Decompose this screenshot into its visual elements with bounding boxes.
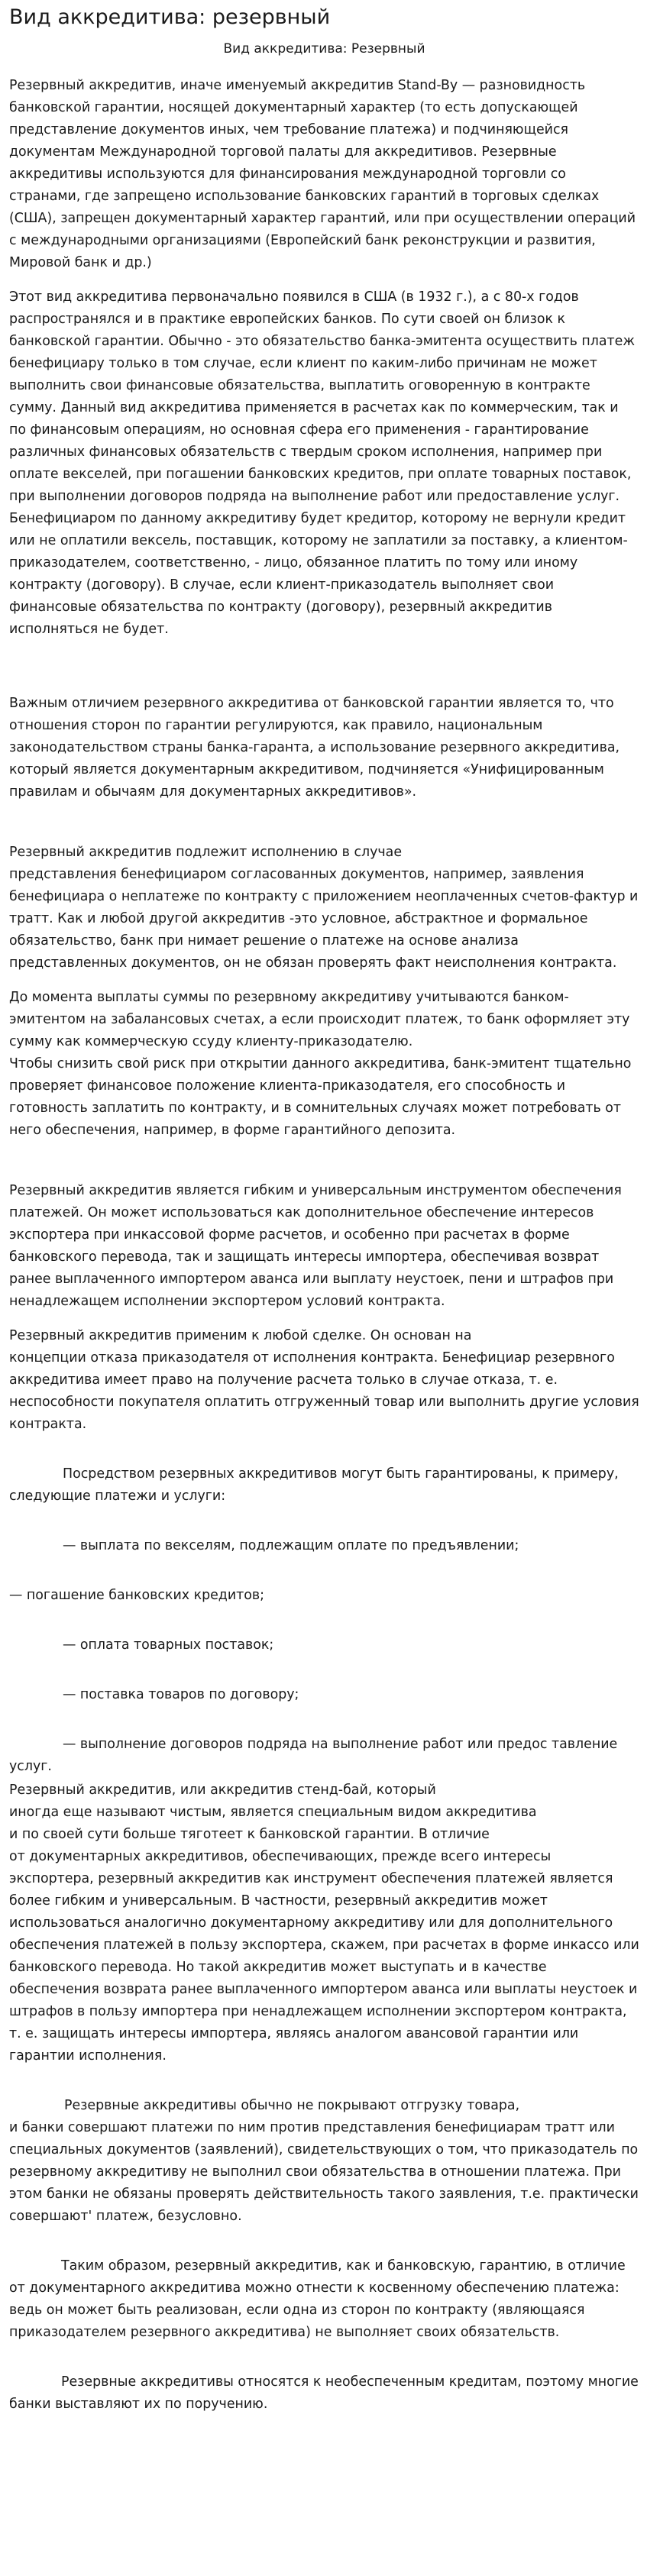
page-title: Вид аккредитива: резервный: [9, 5, 331, 29]
image-caption: Вид аккредитива: Резервный: [223, 41, 425, 57]
paragraph-execution: Резервный аккредитив подлежит исполнению в случае представления бенефициаром согласованных документов, например, заявления бенефициара о неплатеже по контракту с приложением неоплаченных счетов-фактур и тратт. Как и любой другой аккредитив -это условное, абстрактное и формальное обязательство, банк при нимает решение о платеже на основе анализа представленных документов, он не обязан проверять факт неисполнения контракта.: [9, 845, 639, 971]
paragraph-coverage: Резервные аккредитивы обычно не покрывают отгрузку товара, и банки совершают платежи по ним против представления бенефициарам тратт или специальных документов (заявлений), свидетельствующих о том, что приказодатель по резервному аккредитиву не выполнил свои обязательства в отношении платежа. При этом банки не обязаны проверять действительность такого заявления, т.е. практически совершают' платеж, безусловно.: [9, 2098, 639, 2224]
list-item: — погашение банковских кредитов;: [9, 1588, 265, 1603]
paragraph-difference: Важным отличием резервного аккредитива от банковской гарантии является то, что отношения сторон по гарантии регулируются, как правило, национальным законодательством страны банка-гаранта, а использование резервного аккредитива, который является документарным аккредитивом, подчиняется «Унифицированным правилам и обычаям для документарных аккредитивов».: [9, 696, 620, 800]
list-item: — оплата товарных поставок;: [63, 1637, 274, 1653]
paragraph-history: Этот вид аккредитива первоначально появился в США (в 1932 г.), а с 80-х годов распространялся и в практике европейских банков. По сути своей он близок к банковской гарантии. Обычно - это обязательство банка-эмитента осуществить платеж бенефициару только в том случае, если клиент по каким-либо причинам не может выполнить свои финансовые обязательства, выплатить оговоренную в контракте сумму. Данный вид аккредитива применяется в расчетах как по коммерческим, так и по финансовым операциям, но основная сфера его применения - гарантирование различных финансовых обязательств с твердым сроком исполнения, например при оплате векселей, при погашении банковских кредитов, при оплате товарных поставок, при выполнении договоров подряда на выполнение работ или предоставление услуг. Бенефициаром по данному аккредитиву будет кредитор, которому не вернули кредит или не оплатили вексель, поставщик, которому не заплатили за поставку, а клиентом-приказодателем, соответственно, - лицо, обязанное платить по тому или иному контракту (договору). В случае, если клиент-приказодатель выполняет свои финансовые обязательства по контракту (договору), резервный аккредитив исполняться не будет.: [9, 289, 635, 637]
list-item: — выплата по векселям, подлежащим оплате по предъявлении;: [63, 1538, 519, 1553]
paragraph-payment: До момента выплаты суммы по резервному аккредитиву учитываются банком-эмитентом на забалансовых счетах, а если происходит платеж, то банк оформляет эту сумму как коммерческую ссуду клиенту-приказодателю. Чтобы снизить свой риск при открытии данного аккредитива, банк-эмитент тщательно проверяет финансовое положение клиента-приказодателя, его способность и готовность заплатить по контракту, и в сомнительных случаях может потребовать от него обеспечения, например, в форме гарантийного депозита.: [9, 990, 632, 1138]
paragraph-conclusion: Таким образом, резервный аккредитив, как и банковскую, гарантию, в отличие от документарного аккредитива можно отнести к косвенному обеспечению платежа: ведь он может быть реализован, если одна из сторон по контракту (являющаяся приказодателем резервного аккредитива) не выполняет своих обязательств.: [9, 2258, 626, 2340]
paragraph-flexibility: Резервный аккредитив является гибким и универсальным инструментом обеспечения платежей. Он может использоваться как дополнительное обеспечение интересов экспортера при инкассовой форме расчетов, и особенно при расчетах в форме банковского перевода, так и защищать интересы импортера, обеспечивая возврат ранее выплаченного импортером аванса или выплату неустоек, пени и штрафов при ненадлежащем исполнении экспортером условий контракта.: [9, 1183, 622, 1309]
paragraph-standby: Резервный аккредитив, или аккредитив стенд-бай, который иногда еще называют чистым, является специальным видом аккредитива и по своей сути больше тяготеет к банковской гарантии. В отличие от документарных аккредитивов, обеспечивающих, прежде всего интересы экспортера, резервный аккредитив как инструмент обеспечения платежей является более гибким и универсальным. В частности, резервный аккредитив может использоваться аналогично документарному аккредитиву или для дополнительного обеспечения платежей в пользу экспортера, скажем, при расчетах в форме инкассо или банковского перевода. Но такой аккредитив может выступать и в качестве обеспечения возврата ранее выплаченного импортером аванса или выплаты неустоек и штрафов в пользу импортера при ненадлежащем исполнении экспортером контракта, т. е. защищать интересы импортера, являясь аналогом авансовой гарантии или гарантии исполнения.: [9, 1783, 639, 2064]
paragraph-list-intro: Посредством резервных аккредитивов могут быть гарантированы, к примеру, следующие платежи и услуги:: [9, 1466, 619, 1504]
paragraph-definition: Резервный аккредитив, иначе именуемый аккредитив Stand-By — разновидность банковской гарантии, носящей документарный характер (то есть допускающей представление документов иных, чем требование платежа) и подчиняющейся документам Международной торговой палаты для аккредитивов. Резервные аккредитивы используются для финансирования международной торговли со странами, где запрещено использование банковских гарантий в торговых сделках (США), запрещен документарный характер гарантий, или при осуществлении операций с международными организациями (Европейский банк реконструкции и развития, Мировой банк и др.): [9, 78, 636, 270]
paragraph-unsecured: Резервные аккредитивы относятся к необеспеченным кредитам, поэтому многие банки выставляют их по поручению.: [9, 2374, 639, 2412]
list-item: — поставка товаров по договору;: [63, 1687, 299, 1702]
paragraph-applicability: Резервный аккредитив применим к любой сделке. Он основан на концепции отказа приказодателя от исполнения контракта. Бенефициар резервного аккредитива имеет право на получение расчета только в случае отказа, т. е. неспособности покупателя оплатить отгруженный товар или выполнить другие условия контракта.: [9, 1328, 639, 1432]
list-item: — выполнение договоров подряда на выполнение работ или предос тавление услуг.: [9, 1737, 618, 1774]
